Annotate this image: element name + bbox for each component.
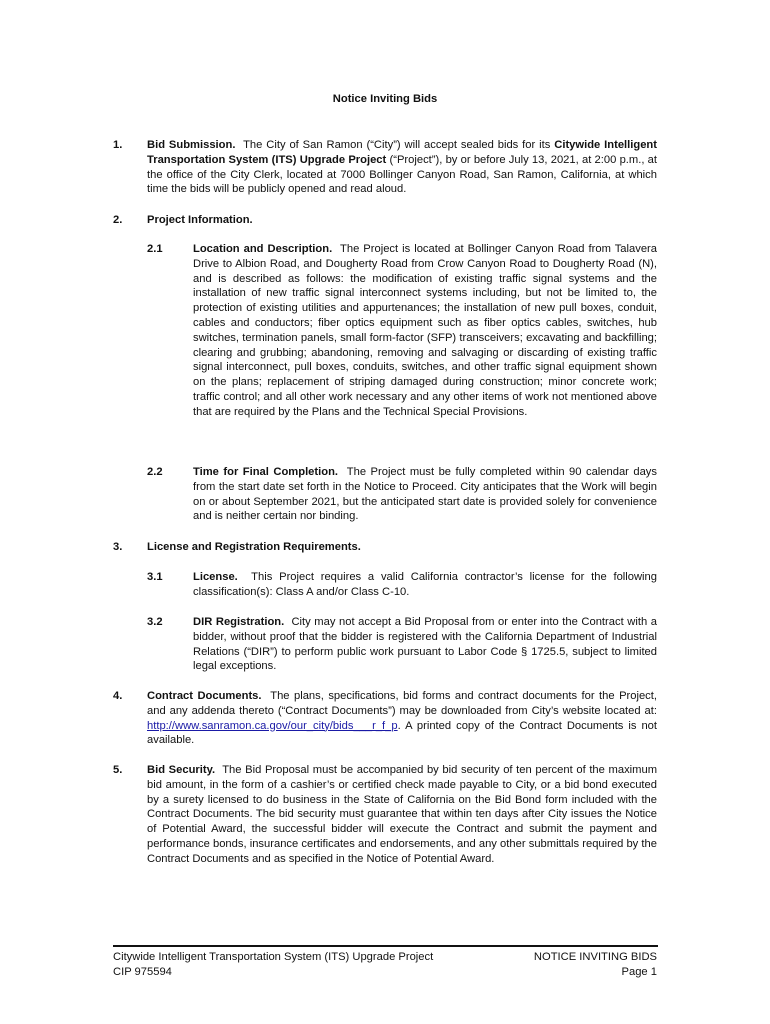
- subsection-body: [193, 570, 657, 600]
- subsection-body: [193, 615, 657, 674]
- section-number: 2.: [113, 214, 123, 226]
- section-body: [147, 138, 657, 197]
- footer-right: [534, 950, 657, 979]
- section-text: The Bid Proposal must be accompanied by bid security of ten percent of the maximum bid amount, in the form of a cashier’s or certified check made payable to City, or a bid bond executed by a surety licensed to do business in the State of California on the Bid Bond form included with the Contract Documents. The bid security must guarantee that within ten days after City issues the Notice of Potential Award, the successful bidder will execute the Contract and submit the payment and performance bonds, insurance certificates and endorsements, and any other submittals required by the Contract Documents and as specified in the Notice of Potential Award.: [147, 764, 658, 865]
- section-text-cont: . A printed copy of the Contract Documents is not available.: [147, 719, 657, 747]
- section-text: The City of San Ramon (“City”) will accept sealed bids for its: [243, 139, 555, 151]
- project-name: Citywide Intelligent Transportation System (ITS) Upgrade Project: [147, 139, 657, 166]
- section-number: 3.: [113, 541, 123, 553]
- subsection-text: The Project must be fully completed within 90 calendar days from the start date set forth in the Notice to Proceed. City anticipates that the Work will begin on or about September 2021, but the anticipated start date is provided solely for convenience and is neither certain nor binding.: [193, 466, 657, 523]
- section-text-cont: (“Project”), by or before July 13, 2021, at 2:00 p.m., at the office of the City Clerk, located at 7000 Bollinger Canyon Road, San Ramon, California, at which time the bids will be publicly opened and read aloud.: [147, 153, 658, 196]
- footer-page-number: Page 1: [621, 965, 657, 978]
- subsection-heading: License.: [193, 571, 238, 583]
- section-heading: Contract Documents.: [147, 690, 262, 702]
- document-title: Notice Inviting Bids: [332, 93, 438, 105]
- section-heading-line: [147, 213, 657, 228]
- section-heading: Project Information.: [147, 214, 253, 226]
- footer-document-type: NOTICE INVITING BIDS: [533, 951, 657, 963]
- subsection-number: 2.1: [147, 243, 163, 255]
- section-number: 4.: [113, 690, 123, 702]
- bids-website-link[interactable]: http://www.sanramon.ca.gov/our_city/bids___r_f_p: [147, 719, 398, 732]
- section-heading: License and Registration Requirements.: [147, 541, 361, 553]
- section-number: 1.: [113, 139, 123, 151]
- section-body: [147, 689, 657, 748]
- section-text: The plans, specifications, bid forms and contract documents for the Project, and any addenda thereto (“Contract Documents”) may be downloaded from City’s website located at:: [147, 690, 657, 717]
- subsection-body: [193, 465, 657, 524]
- section-heading: Bid Submission.: [147, 139, 236, 151]
- subsection-text: City may not accept a Bid Proposal from or enter into the Contract with a bidder, without proof that the bidder is registered with the California Department of Industrial Relations (“DIR”) to perform public work pursuant to Labor Code § 1725.5, subject to limited legal exceptions.: [193, 616, 657, 673]
- section-body: [147, 763, 657, 867]
- subsection-heading: Location and Description.: [193, 243, 333, 255]
- section-number: 5.: [113, 764, 123, 776]
- footer-left: [113, 950, 433, 979]
- footer-cip-number: CIP 975594: [113, 965, 172, 978]
- subsection-text: The Project is located at Bollinger Canyon Road from Talavera Drive to Albion Road, and Dougherty Road from Crow Canyon Road to Dougherty Road (N), and is described as follows: the modification of existing traffic signal systems and the installation of new traffic signal interconnect systems including, but not be limited to, the protection of existing utilities and appurtenances; the installation of new pull boxes, conduit, cables and conductors; fiber optics equipment such as fiber optics cables, switches, hub switches, termination panels, small form-factor (SFP) transceivers; excavating and backfilling; clearing and grubbing; abandoning, removing and salvaging or discarding of existing traffic signal interconnect, pull boxes, conduits, switches, and other traffic signal equipment shown on the plans; replacement of striping damaged during construction; minor concrete work; traffic control; and all other work necessary and any other items of work not mentioned above that are required by the Plans and the Technical Special Provisions.: [193, 243, 658, 418]
- subsection-heading: DIR Registration.: [193, 616, 285, 628]
- subsection-heading: Time for Final Completion.: [193, 466, 339, 478]
- section-heading-line: [147, 540, 657, 555]
- footer-divider: [113, 945, 658, 947]
- subsection-number: 3.2: [147, 616, 163, 628]
- subsection-text: This Project requires a valid California contractor’s license for the following classification(s): Class A and/or Class C-10.: [193, 571, 657, 598]
- footer-project-name: Citywide Intelligent Transportation System (ITS) Upgrade Project: [113, 951, 434, 963]
- section-heading: Bid Security.: [147, 764, 216, 776]
- subsection-body: [193, 242, 657, 420]
- subsection-number: 3.1: [147, 571, 163, 583]
- subsection-number: 2.2: [147, 466, 163, 478]
